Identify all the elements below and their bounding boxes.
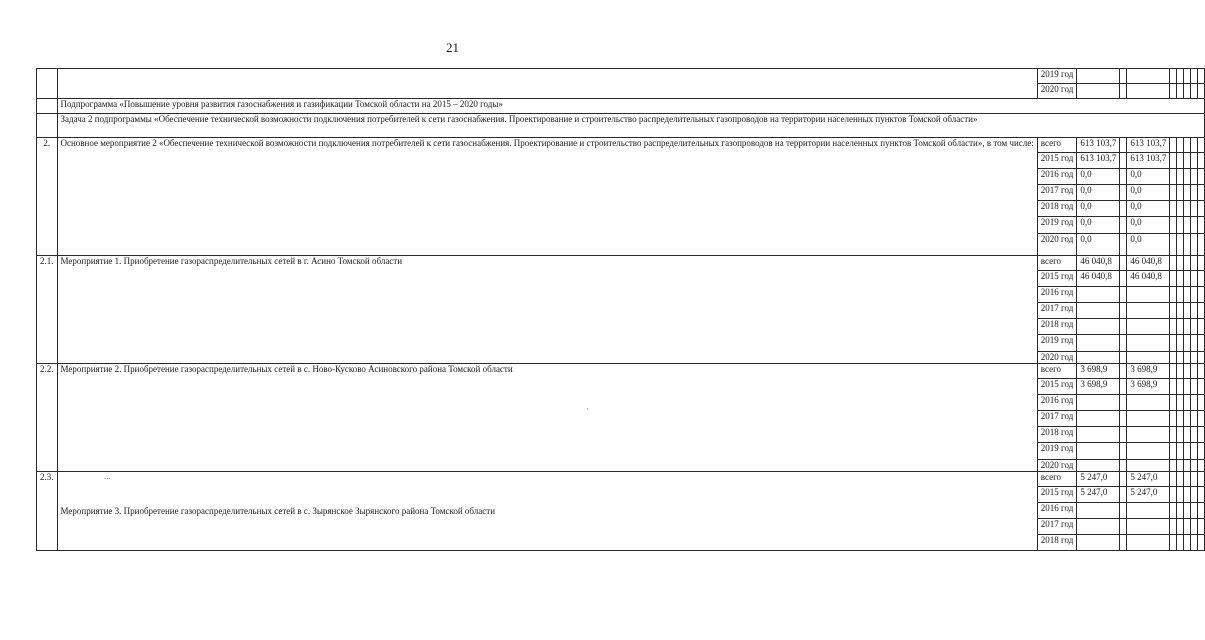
empty-cell xyxy=(1177,335,1184,352)
federal-value xyxy=(1120,503,1127,519)
federal-value xyxy=(1120,185,1127,201)
regional-value: 0,0 xyxy=(1127,169,1170,185)
regional-value: 3 698,9 xyxy=(1127,364,1170,379)
empty-cell xyxy=(1191,503,1198,519)
empty-cell xyxy=(1184,138,1191,153)
empty-cell xyxy=(1191,169,1198,185)
regional-value xyxy=(1127,303,1170,319)
empty-cell xyxy=(1184,460,1191,472)
total-value xyxy=(1077,427,1120,443)
empty-cell xyxy=(1177,287,1184,303)
empty-cell xyxy=(1198,335,1205,352)
year-cell: 2019 год xyxy=(1037,69,1077,84)
year-cell: всего xyxy=(1037,138,1077,153)
empty-cell xyxy=(1191,271,1198,287)
total-value xyxy=(1077,503,1120,519)
empty-cell xyxy=(1184,69,1191,84)
regional-value: 3 698,9 xyxy=(1127,379,1170,395)
regional-value: 0,0 xyxy=(1127,234,1170,256)
total-value xyxy=(1077,287,1120,303)
empty-cell xyxy=(1191,411,1198,427)
regional-value xyxy=(1127,319,1170,335)
table-row xyxy=(37,69,1205,84)
empty-cell xyxy=(1198,287,1205,303)
empty-cell xyxy=(1191,138,1198,153)
total-value: 613 103,7 xyxy=(1077,153,1120,169)
empty-cell xyxy=(1170,395,1177,411)
scan-speck: · xyxy=(586,404,589,414)
year-cell: 2018 год xyxy=(1037,427,1077,443)
year-cell: 2018 год xyxy=(1037,319,1077,335)
empty-cell xyxy=(1198,69,1205,84)
federal-value xyxy=(1120,153,1127,169)
year-cell: 2015 год xyxy=(1037,271,1077,287)
empty-cell xyxy=(1184,234,1191,256)
empty-cell xyxy=(1177,427,1184,443)
federal-value xyxy=(1120,352,1127,364)
total-value xyxy=(1077,335,1120,352)
empty-cell xyxy=(1177,503,1184,519)
empty-cell xyxy=(1170,201,1177,217)
empty-cell xyxy=(1177,319,1184,335)
empty-cell xyxy=(1170,411,1177,427)
total-value xyxy=(1077,303,1120,319)
year-cell: 2020 год xyxy=(1037,234,1077,256)
empty-cell xyxy=(1177,84,1184,99)
empty-cell xyxy=(1184,487,1191,503)
year-cell: 2020 год xyxy=(1037,352,1077,364)
table-row xyxy=(37,114,1205,138)
year-cell: 2018 год xyxy=(1037,201,1077,217)
federal-value xyxy=(1120,217,1127,234)
federal-value xyxy=(1120,364,1127,379)
empty-cell xyxy=(1177,201,1184,217)
measure-name: Основное мероприятие 2 «Обеспечение технической возможности подключения потребителей к сети газоснабжения. Проектирование и строительство распределительных газопроводов на территории населенных пунктов Томской области», в том числе: xyxy=(57,138,1037,256)
empty-cell xyxy=(1184,303,1191,319)
empty-cell xyxy=(1170,487,1177,503)
scan-smudge: ... xyxy=(104,471,111,481)
regional-value xyxy=(1127,427,1170,443)
empty-cell xyxy=(1077,69,1120,84)
regional-value xyxy=(1127,503,1170,519)
table-row xyxy=(37,256,1205,271)
year-cell: всего xyxy=(1037,472,1077,487)
year-cell: 2016 год xyxy=(1037,287,1077,303)
name-cell xyxy=(57,69,1037,99)
empty-cell xyxy=(1177,535,1184,551)
empty-cell xyxy=(1177,364,1184,379)
empty-cell xyxy=(1170,153,1177,169)
year-cell: 2019 год xyxy=(1037,217,1077,234)
empty-cell xyxy=(1184,519,1191,535)
empty-cell xyxy=(1184,379,1191,395)
table-row xyxy=(37,364,1205,379)
federal-value xyxy=(1120,271,1127,287)
measure-number: 2.3. xyxy=(37,472,58,551)
empty-cell xyxy=(1184,271,1191,287)
empty-cell xyxy=(1177,352,1184,364)
measure-name: Мероприятие 2. Приобретение газораспределительных сетей в с. Ново-Кусково Асиновского района Томской области xyxy=(57,364,1037,472)
regional-value xyxy=(1127,287,1170,303)
empty-cell xyxy=(1184,153,1191,169)
empty-cell xyxy=(1198,395,1205,411)
empty-cell xyxy=(1198,153,1205,169)
federal-value xyxy=(1120,335,1127,352)
empty-cell xyxy=(1191,487,1198,503)
regional-value xyxy=(1127,535,1170,551)
empty-cell xyxy=(1198,271,1205,287)
empty-cell xyxy=(1177,138,1184,153)
empty-cell xyxy=(1191,234,1198,256)
empty-cell xyxy=(1170,335,1177,352)
empty-cell xyxy=(1127,69,1170,84)
empty-cell xyxy=(1170,364,1177,379)
federal-value xyxy=(1120,138,1127,153)
empty-cell xyxy=(1191,319,1198,335)
empty-cell xyxy=(1170,138,1177,153)
page-number: 21 xyxy=(446,40,459,55)
empty-cell xyxy=(1184,169,1191,185)
empty-cell xyxy=(1198,256,1205,271)
total-value: 613 103,7 xyxy=(1077,138,1120,153)
total-value: 0,0 xyxy=(1077,201,1120,217)
empty-cell xyxy=(1177,411,1184,427)
empty-cell xyxy=(1198,379,1205,395)
empty-cell xyxy=(1170,427,1177,443)
federal-value xyxy=(1120,487,1127,503)
empty-cell xyxy=(1177,395,1184,411)
total-value xyxy=(1077,352,1120,364)
empty-cell xyxy=(1170,352,1177,364)
table-row xyxy=(37,472,1205,487)
empty-cell xyxy=(1191,201,1198,217)
year-cell: 2017 год xyxy=(1037,411,1077,427)
empty-cell xyxy=(1191,303,1198,319)
federal-value xyxy=(1120,319,1127,335)
empty-cell xyxy=(1198,319,1205,335)
total-value xyxy=(1077,519,1120,535)
empty-cell xyxy=(1198,535,1205,551)
year-cell: 2020 год xyxy=(1037,84,1077,99)
federal-value xyxy=(1120,234,1127,256)
empty-cell xyxy=(1198,460,1205,472)
total-value: 0,0 xyxy=(1077,185,1120,201)
total-value xyxy=(1077,443,1120,460)
empty-cell xyxy=(1184,84,1191,99)
empty-cell xyxy=(1198,303,1205,319)
empty-cell xyxy=(1170,460,1177,472)
empty-cell xyxy=(1198,519,1205,535)
federal-value xyxy=(1120,411,1127,427)
empty-cell xyxy=(1177,256,1184,271)
empty-cell xyxy=(1198,352,1205,364)
total-value: 46 040,8 xyxy=(1077,271,1120,287)
measure-number: 2.2. xyxy=(37,364,58,472)
empty-cell xyxy=(1170,287,1177,303)
federal-value xyxy=(1120,379,1127,395)
federal-value xyxy=(1120,287,1127,303)
empty-cell xyxy=(1191,84,1198,99)
empty-cell xyxy=(1191,379,1198,395)
year-cell: 2019 год xyxy=(1037,443,1077,460)
regional-value: 5 247,0 xyxy=(1127,472,1170,487)
regional-value: 613 103,7 xyxy=(1127,153,1170,169)
total-value: 5 247,0 xyxy=(1077,472,1120,487)
measure-name: Мероприятие 1. Приобретение газораспределительных сетей в г. Асино Томской области xyxy=(57,256,1037,364)
empty-cell xyxy=(1127,84,1170,99)
year-cell: 2016 год xyxy=(1037,395,1077,411)
task-title: Задача 2 подпрограммы «Обеспечение технической возможности подключения потребителей к сети газоснабжения. Проектирование и строительство распределительных газопроводов на территории населенных пунктов Томской области» xyxy=(57,114,1205,138)
year-cell: 2020 год xyxy=(1037,460,1077,472)
empty-cell xyxy=(1198,472,1205,487)
empty-cell xyxy=(1191,153,1198,169)
empty-cell xyxy=(1177,153,1184,169)
empty-cell xyxy=(1120,69,1127,84)
empty-cell xyxy=(1170,169,1177,185)
empty-cell xyxy=(1198,487,1205,503)
year-cell: 2017 год xyxy=(1037,185,1077,201)
total-value xyxy=(1077,319,1120,335)
regional-value: 5 247,0 xyxy=(1127,487,1170,503)
empty-cell xyxy=(1191,364,1198,379)
empty-cell xyxy=(1170,271,1177,287)
empty-cell xyxy=(1191,519,1198,535)
number-cell xyxy=(37,99,58,114)
federal-value xyxy=(1120,201,1127,217)
federal-value xyxy=(1120,472,1127,487)
total-value: 3 698,9 xyxy=(1077,364,1120,379)
regional-value xyxy=(1127,335,1170,352)
empty-cell xyxy=(1177,472,1184,487)
empty-cell xyxy=(1177,303,1184,319)
total-value xyxy=(1077,460,1120,472)
federal-value xyxy=(1120,427,1127,443)
empty-cell xyxy=(1184,535,1191,551)
empty-cell xyxy=(1184,472,1191,487)
federal-value xyxy=(1120,460,1127,472)
empty-cell xyxy=(1198,411,1205,427)
regional-value xyxy=(1127,519,1170,535)
year-cell: 2016 год xyxy=(1037,503,1077,519)
empty-cell xyxy=(1184,443,1191,460)
year-cell: всего xyxy=(1037,256,1077,271)
federal-value xyxy=(1120,519,1127,535)
empty-cell xyxy=(1170,217,1177,234)
regional-value xyxy=(1127,460,1170,472)
empty-cell xyxy=(1177,460,1184,472)
regional-value: 613 103,7 xyxy=(1127,138,1170,153)
table-row xyxy=(37,138,1205,153)
total-value: 0,0 xyxy=(1077,234,1120,256)
empty-cell xyxy=(1184,427,1191,443)
empty-cell xyxy=(1184,201,1191,217)
empty-cell xyxy=(1184,185,1191,201)
empty-cell xyxy=(1170,535,1177,551)
federal-value xyxy=(1120,256,1127,271)
measure-name: Мероприятие 3. Приобретение газораспределительных сетей в с. Зырянское Зырянского района Томской области xyxy=(57,472,1037,551)
empty-cell xyxy=(1198,201,1205,217)
federal-value xyxy=(1120,395,1127,411)
empty-cell xyxy=(1177,487,1184,503)
empty-cell xyxy=(1177,271,1184,287)
empty-cell xyxy=(1191,443,1198,460)
regional-value: 0,0 xyxy=(1127,217,1170,234)
empty-cell xyxy=(1184,352,1191,364)
regional-value: 46 040,8 xyxy=(1127,256,1170,271)
empty-cell xyxy=(1198,185,1205,201)
empty-cell xyxy=(1191,185,1198,201)
regional-value: 46 040,8 xyxy=(1127,271,1170,287)
empty-cell xyxy=(1170,472,1177,487)
federal-value xyxy=(1120,443,1127,460)
number-cell xyxy=(37,69,58,99)
empty-cell xyxy=(1191,217,1198,234)
regional-value xyxy=(1127,443,1170,460)
year-cell: 2016 год xyxy=(1037,169,1077,185)
empty-cell xyxy=(1198,169,1205,185)
total-value: 5 247,0 xyxy=(1077,487,1120,503)
year-cell: всего xyxy=(1037,364,1077,379)
empty-cell xyxy=(1191,535,1198,551)
empty-cell xyxy=(1170,185,1177,201)
empty-cell xyxy=(1177,234,1184,256)
empty-cell xyxy=(1184,335,1191,352)
year-cell: 2015 год xyxy=(1037,487,1077,503)
year-cell: 2015 год xyxy=(1037,379,1077,395)
empty-cell xyxy=(1170,379,1177,395)
regional-value xyxy=(1127,411,1170,427)
total-value xyxy=(1077,395,1120,411)
empty-cell xyxy=(1184,287,1191,303)
regional-value: 0,0 xyxy=(1127,185,1170,201)
empty-cell xyxy=(1191,287,1198,303)
empty-cell xyxy=(1191,427,1198,443)
empty-cell xyxy=(1184,217,1191,234)
subprogram-title: Подпрограмма «Повышение уровня развития газоснабжения и газификации Томской области на 2015 – 2020 годы» xyxy=(57,99,1205,114)
number-cell xyxy=(37,114,58,138)
empty-cell xyxy=(1191,352,1198,364)
empty-cell xyxy=(1170,443,1177,460)
empty-cell xyxy=(1198,84,1205,99)
empty-cell xyxy=(1198,503,1205,519)
total-value xyxy=(1077,535,1120,551)
empty-cell xyxy=(1198,443,1205,460)
empty-cell xyxy=(1191,460,1198,472)
empty-cell xyxy=(1184,411,1191,427)
year-cell: 2017 год xyxy=(1037,519,1077,535)
total-value: 46 040,8 xyxy=(1077,256,1120,271)
regional-value: 0,0 xyxy=(1127,201,1170,217)
empty-cell xyxy=(1177,69,1184,84)
empty-cell xyxy=(1170,503,1177,519)
empty-cell xyxy=(1198,427,1205,443)
total-value: 3 698,9 xyxy=(1077,379,1120,395)
empty-cell xyxy=(1191,69,1198,84)
empty-cell xyxy=(1170,303,1177,319)
empty-cell xyxy=(1198,234,1205,256)
table-row xyxy=(37,99,1205,114)
empty-cell xyxy=(1177,185,1184,201)
year-cell: 2017 год xyxy=(1037,303,1077,319)
measure-number: 2. xyxy=(37,138,58,256)
empty-cell xyxy=(1184,364,1191,379)
regional-value xyxy=(1127,352,1170,364)
empty-cell xyxy=(1191,395,1198,411)
federal-value xyxy=(1120,303,1127,319)
empty-cell xyxy=(1184,395,1191,411)
total-value: 0,0 xyxy=(1077,217,1120,234)
empty-cell xyxy=(1177,519,1184,535)
empty-cell xyxy=(1170,256,1177,271)
total-value xyxy=(1077,411,1120,427)
empty-cell xyxy=(1077,84,1120,99)
empty-cell xyxy=(1198,217,1205,234)
empty-cell xyxy=(1184,319,1191,335)
empty-cell xyxy=(1170,319,1177,335)
empty-cell xyxy=(1177,169,1184,185)
regional-value xyxy=(1127,395,1170,411)
empty-cell xyxy=(1191,256,1198,271)
federal-value xyxy=(1120,169,1127,185)
year-cell: 2019 год xyxy=(1037,335,1077,352)
total-value: 0,0 xyxy=(1077,169,1120,185)
empty-cell xyxy=(1177,379,1184,395)
budget-table xyxy=(36,68,1205,551)
empty-cell xyxy=(1120,84,1127,99)
empty-cell xyxy=(1191,472,1198,487)
federal-value xyxy=(1120,535,1127,551)
empty-cell xyxy=(1170,84,1177,99)
measure-number: 2.1. xyxy=(37,256,58,364)
year-cell: 2015 год xyxy=(1037,153,1077,169)
empty-cell xyxy=(1198,138,1205,153)
empty-cell xyxy=(1184,256,1191,271)
empty-cell xyxy=(1198,364,1205,379)
empty-cell xyxy=(1177,217,1184,234)
empty-cell xyxy=(1177,443,1184,460)
empty-cell xyxy=(1170,519,1177,535)
empty-cell xyxy=(1170,69,1177,84)
year-cell: 2018 год xyxy=(1037,535,1077,551)
empty-cell xyxy=(1170,234,1177,256)
empty-cell xyxy=(1184,503,1191,519)
empty-cell xyxy=(1191,335,1198,352)
